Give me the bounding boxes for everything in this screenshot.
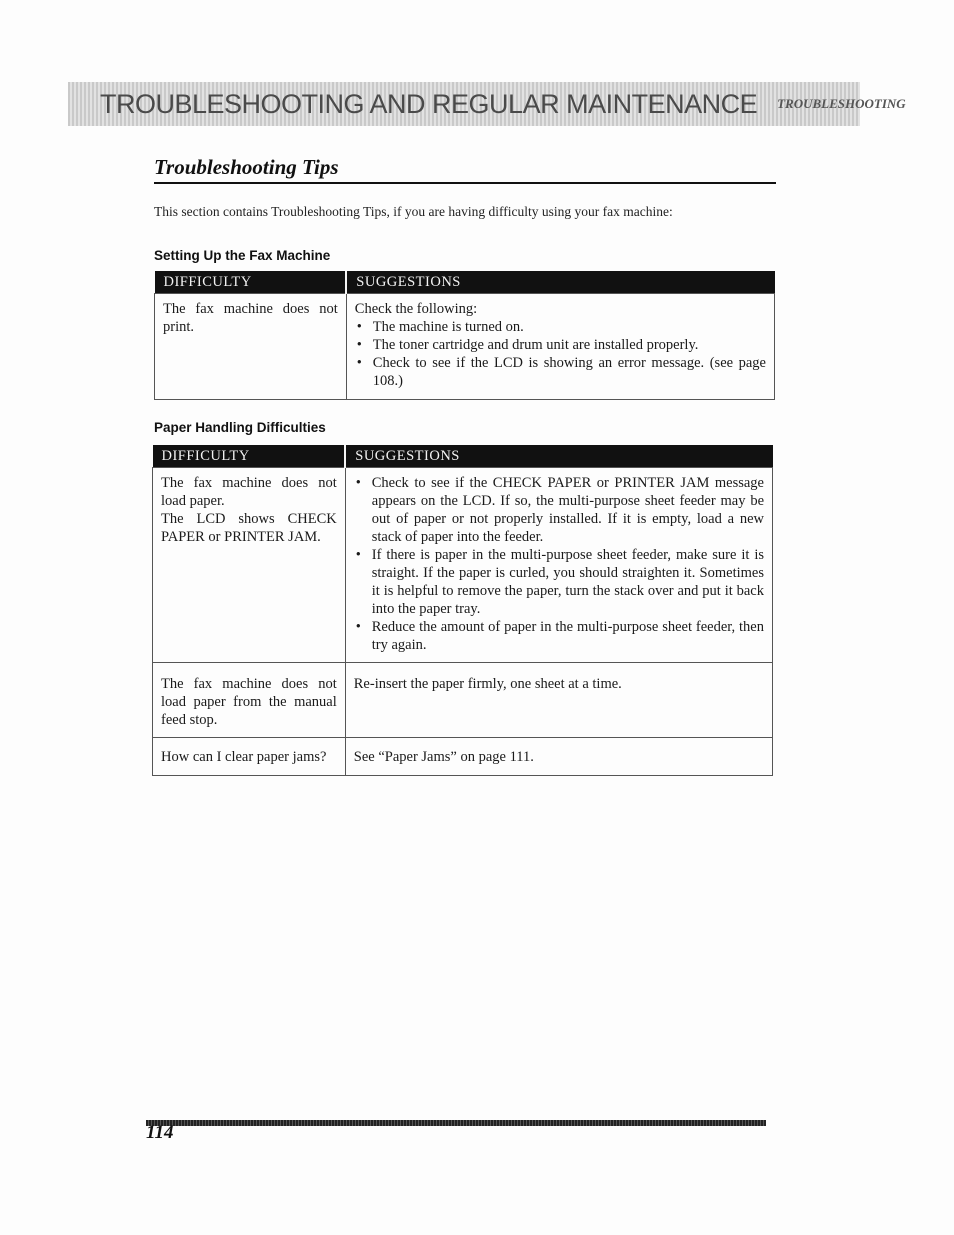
suggestions-cell [345, 468, 772, 663]
footer-rule [146, 1120, 766, 1126]
difficulty-cell [153, 738, 346, 776]
suggestions-cell [345, 738, 772, 776]
table-row [153, 738, 773, 776]
difficulty-header: DIFFICULTY [155, 271, 347, 294]
suggestion-intro: Check the following: [354, 301, 478, 317]
difficulty-cell [153, 663, 346, 738]
chapter-banner [68, 82, 906, 126]
difficulty-cell [153, 468, 346, 663]
subheading-setup: Setting Up the Fax Machine [154, 248, 331, 263]
suggestions-header: SUGGESTIONS [345, 445, 772, 468]
table-header-row [153, 445, 773, 468]
list-item: • The machine is turned on. [355, 318, 766, 336]
paper-table [152, 445, 773, 776]
list-item: • The toner cartridge and drum unit are installed properly. [355, 336, 766, 354]
difficulty-text: The LCD shows CHECK PAPER or PRINTER JAM. [161, 511, 337, 545]
title-underline [154, 182, 776, 184]
difficulty-text: The fax machine does not print. [163, 301, 338, 335]
suggestion-text: See “Paper Jams” on page 111. [353, 749, 534, 765]
list-item: • Reduce the amount of paper in the multi-purpose sheet feeder, then try again. [354, 618, 764, 654]
suggestions-header: SUGGESTIONS [346, 271, 774, 294]
table-row [153, 663, 773, 738]
difficulty-text: The fax machine does not load paper. [161, 475, 337, 509]
suggestion-list [354, 474, 764, 654]
suggestions-cell [346, 294, 774, 400]
list-item: • Check to see if the LCD is showing an error message. (see page 108.) [355, 354, 766, 390]
subheading-paper: Paper Handling Difficulties [154, 420, 326, 435]
table-row [155, 294, 775, 400]
list-item: • Check to see if the CHECK PAPER or PRINTER JAM message appears on the LCD. If so, the multi-purpose sheet feeder may be out of paper or not properly installed. If it is empty, load a new stack of paper into the feeder. [354, 474, 764, 546]
difficulty-text: The fax machine does not load paper from the manual feed stop. [161, 676, 337, 728]
page-number: 114 [146, 1122, 174, 1143]
difficulty-text: How can I clear paper jams? [161, 749, 327, 765]
intro-paragraph: This section contains Troubleshooting Tips, if you are having difficulty using your fax machine: [154, 204, 673, 219]
section-title: Troubleshooting Tips [154, 155, 339, 179]
table-header-row [155, 271, 775, 294]
suggestions-cell [345, 663, 772, 738]
section-tag: TROUBLESHOOTING [777, 96, 906, 111]
table-row [153, 468, 773, 663]
suggestion-list [355, 318, 766, 390]
difficulty-cell [155, 294, 347, 400]
setup-table [154, 271, 775, 400]
chapter-title: TROUBLESHOOTING AND REGULAR MAINTENANCE [100, 88, 758, 119]
list-item: • If there is paper in the multi-purpose sheet feeder, make sure it is straight. If the paper is curled, you should straighten it. Sometimes it is helpful to remove the paper, turn the stack over and put it back into the paper tray. [354, 546, 764, 618]
suggestion-text: Re-insert the paper firmly, one sheet at a time. [353, 676, 622, 692]
difficulty-header: DIFFICULTY [153, 445, 346, 468]
